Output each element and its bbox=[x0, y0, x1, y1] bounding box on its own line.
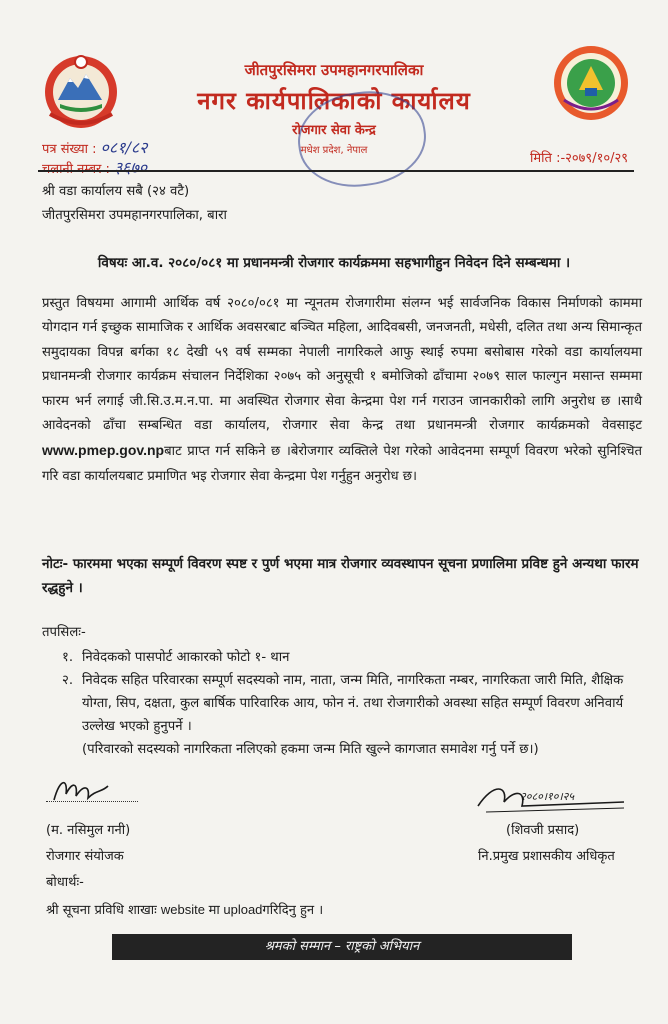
list-item-text: निवेदकको पासपोर्ट आकारको फोटो १- थान bbox=[82, 650, 290, 665]
coordinator-signature bbox=[46, 772, 166, 810]
cc-line-latin: website मा upload bbox=[160, 902, 263, 917]
letter-subject: विषयः आ.व. २०८०/०८१ मा प्रधानमन्त्री रोजगार कार्यक्रममा सहभागीहुन निवेदन दिने सम्बन्धमा । bbox=[97, 255, 571, 271]
website-link[interactable]: www.pmep.gov.np bbox=[42, 442, 165, 459]
employment-program-logo bbox=[552, 44, 630, 122]
list-item-text: निवेदक सहित परिवारका सम्पूर्ण सदस्यको नाम, नाता, जन्म मिति, नागरिकता नम्बर, नागरिकता जारी मिति, शैक्षिक योग्ता, सिप, दक्षता, कुल बार्षिक पारिवारिक आय, फोन नं. तथा रोजगारीको अवस्था सहित सम्पूर्ण विवरण अनिवार्य उल्लेख भएको हुनुपर्ने । bbox=[82, 673, 624, 734]
officer-name: (शिवजी प्रसाद) bbox=[506, 823, 580, 838]
details-heading: तपसिलः- bbox=[42, 625, 86, 640]
footer-slogan-banner: श्रमको सम्मान – राष्ट्रको अभियान bbox=[112, 934, 572, 960]
body-text-part-1: प्रस्तुत विषयमा आगामी आर्थिक वर्ष २०८०/०८१ मा न्यूनतम रोजगारीमा संलग्न भई सार्वजनिक विकास निर्माणको काममा योगदान गर्न इच्छुक सामाजिक र आर्थिक अवसरबाट बञ्चित महिला, आदिवबसी, जनजनती, मधेसी, दलित तथा अन्य सिमान्कृत समुदायका विपन्न बर्गका १८ देखी ५९ वर्ष सम्मका नेपाली नागरिकले आफु स्थाई रुपमा बसोबास गरेको वडा कार्यालयमा प्रधानमन्त्री रोजगार कार्यक्रम संचालन निर्देशिका २०७५ को अनुसूची १ बमोजिको ढाँचामा २०७९ साल फाल्गुन मसान्त सम्ममा फारम भर्न लगाई जी.सि.उ.म.न.पा. मा अवस्थित रोजगार सेवा केन्द्रमा पेश गर्न गराउन जानकारीको लागि अनुरोध छ ।साथै आवेदनको ढाँचा सम्बन्धित वडा कार्यालय, रोजगार सेवा केन्द्र तथा प्रधानमन्त्री रोजगार कार्यक्रमको वेवसाइट bbox=[42, 296, 642, 434]
cc-line bbox=[46, 900, 323, 918]
office-name: नगर कार्यपालिकाको कार्यालय bbox=[197, 87, 471, 115]
body-paragraph bbox=[42, 292, 642, 489]
header-divider bbox=[38, 170, 634, 172]
date-label: मिति :- bbox=[530, 151, 566, 166]
coordinator-title: रोजगार संयोजक bbox=[46, 849, 124, 864]
cc-line-pre: श्री सूचना प्रविधि शाखाः bbox=[46, 903, 157, 918]
details-list bbox=[62, 646, 640, 761]
letter-date bbox=[530, 148, 628, 166]
office-location: मधेश प्रदेश, नेपाल bbox=[300, 145, 368, 156]
body-text-part-2: बाट प्राप्त गर्न सकिने छ ।बेरोजगार व्यक्तिले पेश गरेको आवेदनमा सम्पूर्ण विवरण भरेको सुनिश्चित गरि वडा कार्यालयबाट प्रमाणित भइ रोजगार सेवा केन्द्रमा पेश गर्नुहुन अनुरोध छ। bbox=[42, 444, 642, 484]
cc-line-post: गरिदिनु हुन । bbox=[262, 903, 324, 918]
details-extra-note: (परिवारको सदस्यको नागरिकता नलिएको हकमा जन्म मिति खुल्ने कागजात समावेश गर्नु पर्ने छ।) bbox=[82, 742, 539, 757]
list-item bbox=[62, 669, 640, 738]
list-item-number: २. bbox=[62, 673, 74, 688]
reference-value: ०८१/८२ bbox=[100, 138, 148, 157]
note-paragraph: नोटः- फारममा भएका सम्पूर्ण विवरण स्पष्ट र पुर्ण भएमा मात्र रोजगार व्यवस्थापन सूचना प्रणालिमा प्रविष्ट हुने अन्यथा फारम रद्धहुने । bbox=[42, 556, 639, 597]
dispatch-label: चलानी नम्बर : bbox=[42, 162, 110, 177]
dispatch-value: ३६७० bbox=[113, 158, 148, 177]
list-item bbox=[62, 646, 640, 669]
officer-title: नि.प्रमुख प्रशासकीय अधिकृत bbox=[478, 849, 615, 864]
reference-number bbox=[42, 136, 148, 158]
date-value: २०७९/१०/२९ bbox=[565, 151, 628, 166]
officer-signature bbox=[474, 776, 634, 820]
recipient-block bbox=[42, 180, 642, 229]
recipient-line-1: श्री वडा कार्यालय सबै (२४ वटै) bbox=[42, 184, 190, 199]
municipality-name: जीतपुरसिमरा उपमहानगरपालिका bbox=[244, 61, 424, 79]
list-item-number: १. bbox=[62, 650, 74, 665]
unit-name: रोजगार सेवा केन्द्र bbox=[292, 123, 376, 138]
cc-label: बोधार्थः- bbox=[46, 875, 84, 890]
recipient-line-2: जीतपुरसिमरा उपमहानगरपालिका, बारा bbox=[42, 208, 227, 224]
signature-line-left bbox=[46, 801, 138, 802]
dispatch-number bbox=[42, 156, 147, 178]
reference-label: पत्र संख्या : bbox=[42, 142, 97, 157]
coordinator-name: (म. नसिमुल गनी) bbox=[46, 823, 131, 838]
signature-date: २०८०।१०।२५ bbox=[520, 790, 575, 803]
